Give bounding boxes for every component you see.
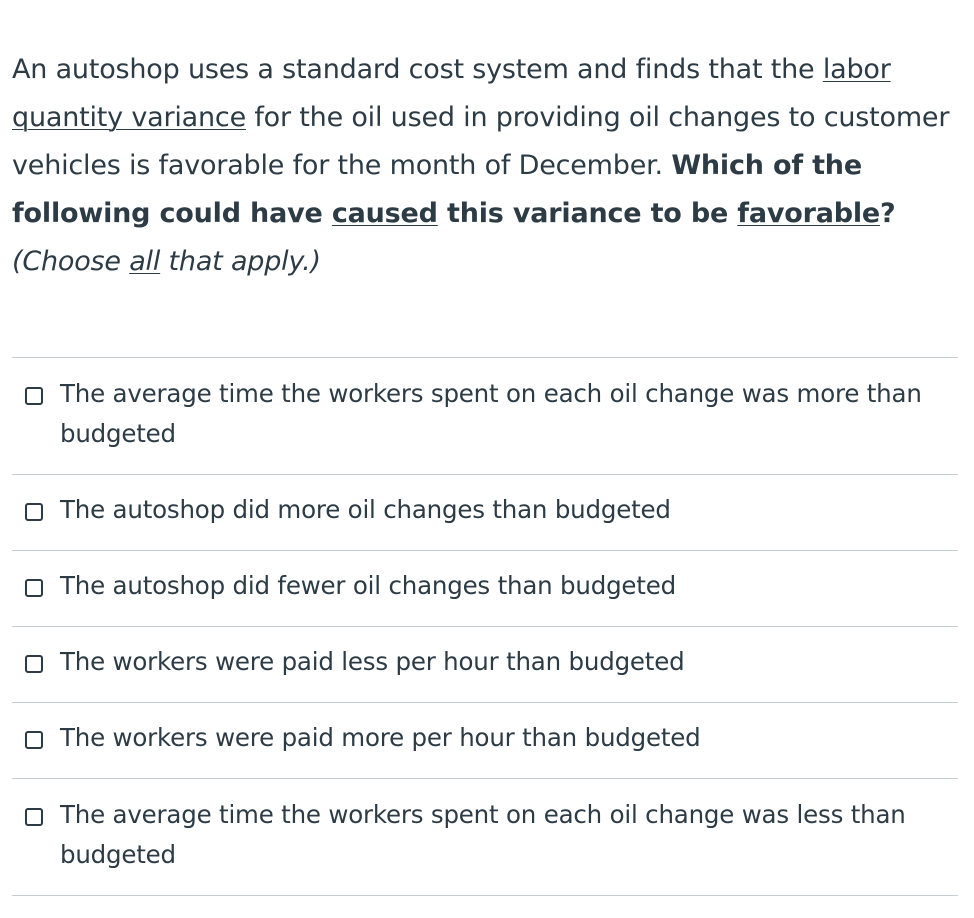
instruction-part: (Choose	[12, 246, 130, 277]
answer-label: The autoshop did fewer oil changes than budgeted	[60, 571, 676, 600]
answer-option-5[interactable]	[12, 703, 958, 779]
answer-option-6[interactable]	[12, 779, 958, 896]
checkbox[interactable]	[25, 503, 43, 521]
checkbox[interactable]	[25, 731, 43, 749]
answer-label: The workers were paid less per hour than budgeted	[60, 647, 685, 676]
checkbox[interactable]	[25, 387, 43, 405]
answer-option-4[interactable]	[12, 627, 958, 703]
answer-label: The average time the workers spent on each oil change was less than budgeted	[60, 800, 906, 869]
question-term-favorable: favorable	[737, 198, 881, 229]
question-prompt-part: ?	[880, 198, 896, 229]
instruction-term-all: all	[129, 246, 161, 277]
question-term-labor-quantity-variance: labor quantity variance	[12, 54, 891, 133]
question-term-caused: caused	[331, 198, 438, 229]
checkbox[interactable]	[25, 808, 43, 826]
answer-list	[12, 357, 958, 896]
question-part: for the oil used in providing oil changes to customer vehicles is favorable for the month of December.	[12, 102, 950, 181]
question-text	[12, 46, 952, 286]
answer-option-2[interactable]	[12, 475, 958, 551]
answer-label: The workers were paid more per hour than budgeted	[60, 723, 701, 752]
question-prompt-part: Which of the following could have	[12, 150, 862, 229]
question-prompt-part: this variance to be	[437, 198, 738, 229]
answer-option-3[interactable]	[12, 551, 958, 627]
question-instruction	[12, 246, 321, 277]
checkbox[interactable]	[25, 579, 43, 597]
checkbox[interactable]	[25, 655, 43, 673]
instruction-part: that apply.)	[160, 246, 321, 277]
answer-label: The autoshop did more oil changes than budgeted	[60, 495, 671, 524]
answer-label: The average time the workers spent on each oil change was more than budgeted	[60, 379, 922, 448]
answer-option-1[interactable]	[12, 358, 958, 475]
question-part: An autoshop uses a standard cost system and finds that the	[12, 54, 823, 85]
